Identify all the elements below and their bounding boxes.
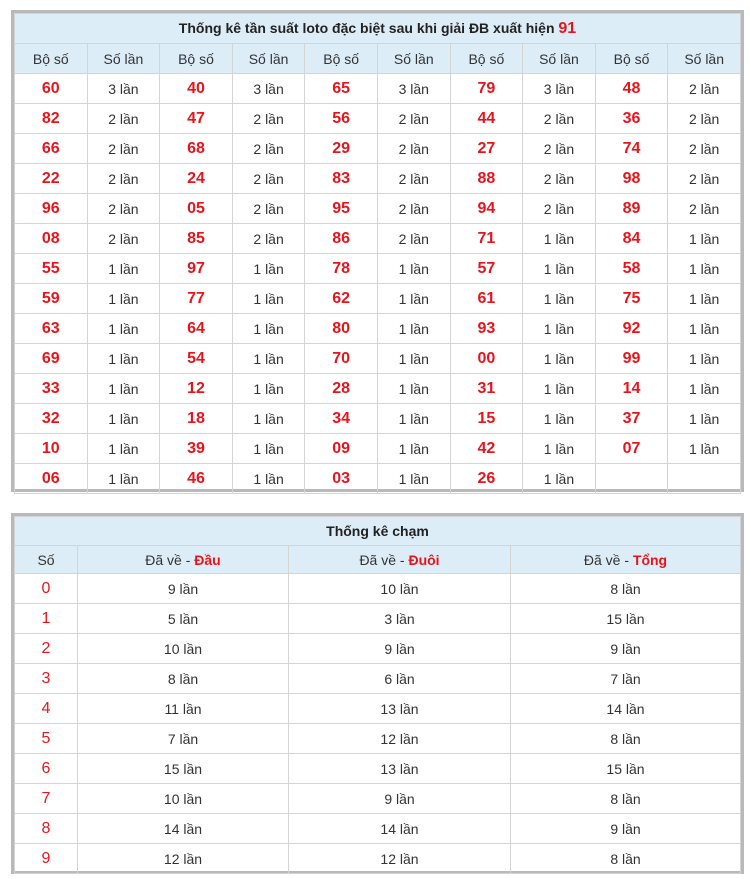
so-lan-cell: 1 lần: [523, 464, 596, 494]
so-cell: 6: [15, 754, 78, 784]
bo-so-cell: 36: [595, 104, 668, 134]
dau-cell: 10 lần: [78, 784, 289, 814]
so-lan-cell: 1 lần: [87, 464, 160, 494]
title-number: 91: [558, 19, 577, 37]
table-row: [15, 434, 741, 464]
table-row: [15, 224, 741, 254]
so-cell: 1: [15, 604, 78, 634]
bo-so-cell: 98: [595, 164, 668, 194]
bo-so-cell: 99: [595, 344, 668, 374]
cham-header-row: [15, 546, 741, 574]
so-lan-cell: 2 lần: [232, 194, 305, 224]
duoi-cell: 6 lần: [289, 664, 511, 694]
so-lan-cell: 1 lần: [232, 284, 305, 314]
bo-so-cell: 10: [15, 434, 88, 464]
so-lan-cell: 2 lần: [377, 104, 450, 134]
col-header-so-lan: Số lần: [232, 44, 305, 74]
bo-so-cell: 44: [450, 104, 523, 134]
bo-so-cell: 63: [15, 314, 88, 344]
bo-so-cell: 39: [160, 434, 233, 464]
so-cell: 3: [15, 664, 78, 694]
table-row: [15, 464, 741, 494]
table-row: [15, 664, 741, 694]
so-cell: 9: [15, 844, 78, 874]
bo-so-cell: 86: [305, 224, 378, 254]
bo-so-cell: 12: [160, 374, 233, 404]
so-lan-cell: 1 lần: [668, 374, 741, 404]
bo-so-cell: 80: [305, 314, 378, 344]
table-row: [15, 814, 741, 844]
tong-cell: 15 lần: [511, 754, 741, 784]
bo-so-cell: 78: [305, 254, 378, 284]
bo-so-cell: 24: [160, 164, 233, 194]
bo-so-cell: 57: [450, 254, 523, 284]
so-lan-cell: 1 lần: [377, 344, 450, 374]
so-lan-cell: 2 lần: [668, 164, 741, 194]
so-lan-cell: 1 lần: [668, 224, 741, 254]
so-lan-cell: 2 lần: [668, 74, 741, 104]
so-lan-cell: 2 lần: [377, 164, 450, 194]
bo-so-cell: 59: [15, 284, 88, 314]
so-lan-cell: 2 lần: [668, 134, 741, 164]
dau-cell: 15 lần: [78, 754, 289, 784]
bo-so-cell: [595, 464, 668, 494]
bo-so-cell: 32: [15, 404, 88, 434]
col-header-tong: [511, 546, 741, 574]
so-lan-cell: 1 lần: [377, 434, 450, 464]
table-row: [15, 694, 741, 724]
bo-so-cell: 08: [15, 224, 88, 254]
bo-so-cell: 95: [305, 194, 378, 224]
so-lan-cell: 1 lần: [232, 464, 305, 494]
cham-panel: [11, 513, 744, 874]
bo-so-cell: 94: [450, 194, 523, 224]
frequency-table-title: [15, 14, 741, 44]
so-lan-cell: 1 lần: [232, 404, 305, 434]
so-lan-cell: 1 lần: [668, 344, 741, 374]
bo-so-cell: 33: [15, 374, 88, 404]
table-row: [15, 284, 741, 314]
col-header-so-lan: Số lần: [523, 44, 596, 74]
so-lan-cell: 1 lần: [377, 464, 450, 494]
so-lan-cell: 2 lần: [87, 104, 160, 134]
so-lan-cell: 1 lần: [87, 434, 160, 464]
so-lan-cell: 2 lần: [377, 134, 450, 164]
col-prefix: Đã về -: [359, 551, 409, 568]
tong-cell: 9 lần: [511, 634, 741, 664]
so-lan-cell: 1 lần: [523, 284, 596, 314]
bo-so-cell: 56: [305, 104, 378, 134]
col-header-bo-so: Bộ số: [15, 44, 88, 74]
table-row: [15, 164, 741, 194]
bo-so-cell: 28: [305, 374, 378, 404]
bo-so-cell: 97: [160, 254, 233, 284]
bo-so-cell: 58: [595, 254, 668, 284]
so-lan-cell: 1 lần: [668, 404, 741, 434]
dau-cell: 8 lần: [78, 664, 289, 694]
so-lan-cell: 3 lần: [523, 74, 596, 104]
bo-so-cell: 54: [160, 344, 233, 374]
so-lan-cell: 2 lần: [87, 134, 160, 164]
so-lan-cell: 2 lần: [232, 224, 305, 254]
so-lan-cell: 2 lần: [668, 194, 741, 224]
so-lan-cell: 1 lần: [523, 254, 596, 284]
bo-so-cell: 34: [305, 404, 378, 434]
col-header-bo-so: Bộ số: [450, 44, 523, 74]
so-lan-cell: 1 lần: [668, 284, 741, 314]
so-lan-cell: 2 lần: [87, 164, 160, 194]
bo-so-cell: 71: [450, 224, 523, 254]
so-cell: 4: [15, 694, 78, 724]
col-header-bo-so: Bộ số: [305, 44, 378, 74]
so-lan-cell: 2 lần: [232, 104, 305, 134]
so-lan-cell: 2 lần: [523, 194, 596, 224]
so-cell: 8: [15, 814, 78, 844]
title-text: Thống kê tần suất loto đặc biệt sau khi giải ĐB xuất hiện: [178, 19, 555, 36]
table-row: [15, 134, 741, 164]
bo-so-cell: 27: [450, 134, 523, 164]
col-header-so-lan: Số lần: [377, 44, 450, 74]
bo-so-cell: 96: [15, 194, 88, 224]
so-cell: 5: [15, 724, 78, 754]
dau-cell: 12 lần: [78, 844, 289, 874]
table-row: [15, 724, 741, 754]
table-row: [15, 784, 741, 814]
so-lan-cell: 1 lần: [523, 344, 596, 374]
duoi-cell: 9 lần: [289, 634, 511, 664]
table-row: [15, 254, 741, 284]
bo-so-cell: 37: [595, 404, 668, 434]
bo-so-cell: 18: [160, 404, 233, 434]
so-lan-cell: 1 lần: [377, 284, 450, 314]
so-lan-cell: 2 lần: [377, 194, 450, 224]
bo-so-cell: 66: [15, 134, 88, 164]
bo-so-cell: 82: [15, 104, 88, 134]
so-lan-cell: 1 lần: [377, 404, 450, 434]
so-lan-cell: 2 lần: [668, 104, 741, 134]
bo-so-cell: 06: [15, 464, 88, 494]
col-header-so: Số: [15, 546, 78, 574]
bo-so-cell: 75: [595, 284, 668, 314]
so-lan-cell: 1 lần: [668, 434, 741, 464]
so-lan-cell: 3 lần: [232, 74, 305, 104]
bo-so-cell: 48: [595, 74, 668, 104]
duoi-cell: 3 lần: [289, 604, 511, 634]
duoi-cell: 10 lần: [289, 574, 511, 604]
bo-so-cell: 26: [450, 464, 523, 494]
so-lan-cell: 2 lần: [377, 224, 450, 254]
duoi-cell: 9 lần: [289, 784, 511, 814]
frequency-header-row: [15, 44, 741, 74]
bo-so-cell: 00: [450, 344, 523, 374]
so-lan-cell: 1 lần: [232, 344, 305, 374]
tong-cell: 8 lần: [511, 844, 741, 874]
bo-so-cell: 74: [595, 134, 668, 164]
table-row: [15, 314, 741, 344]
bo-so-cell: 62: [305, 284, 378, 314]
tong-cell: 9 lần: [511, 814, 741, 844]
col-header-dau: [78, 546, 289, 574]
bo-so-cell: 77: [160, 284, 233, 314]
table-row: [15, 344, 741, 374]
so-lan-cell: 1 lần: [232, 314, 305, 344]
bo-so-cell: 15: [450, 404, 523, 434]
dau-cell: 10 lần: [78, 634, 289, 664]
duoi-cell: 12 lần: [289, 724, 511, 754]
table-row: [15, 844, 741, 874]
frequency-panel: [11, 10, 744, 492]
bo-so-cell: 29: [305, 134, 378, 164]
bo-so-cell: 61: [450, 284, 523, 314]
bo-so-cell: 31: [450, 374, 523, 404]
frequency-table: [14, 13, 741, 494]
col-header-bo-so: Bộ số: [595, 44, 668, 74]
col-header-so-lan: Số lần: [87, 44, 160, 74]
tong-cell: 7 lần: [511, 664, 741, 694]
bo-so-cell: 22: [15, 164, 88, 194]
table-row: [15, 404, 741, 434]
bo-so-cell: 93: [450, 314, 523, 344]
bo-so-cell: 09: [305, 434, 378, 464]
so-lan-cell: 1 lần: [87, 284, 160, 314]
bo-so-cell: 84: [595, 224, 668, 254]
duoi-cell: 13 lần: [289, 754, 511, 784]
bo-so-cell: 79: [450, 74, 523, 104]
dau-cell: 9 lần: [78, 574, 289, 604]
so-cell: 7: [15, 784, 78, 814]
table-row: [15, 574, 741, 604]
so-lan-cell: 1 lần: [377, 374, 450, 404]
duoi-cell: 14 lần: [289, 814, 511, 844]
so-lan-cell: 3 lần: [87, 74, 160, 104]
so-lan-cell: 1 lần: [668, 254, 741, 284]
dau-cell: 7 lần: [78, 724, 289, 754]
so-lan-cell: 1 lần: [87, 374, 160, 404]
duoi-cell: 13 lần: [289, 694, 511, 724]
so-lan-cell: 2 lần: [87, 194, 160, 224]
tong-cell: 14 lần: [511, 694, 741, 724]
table-row: [15, 74, 741, 104]
so-lan-cell: 1 lần: [668, 314, 741, 344]
so-lan-cell: 1 lần: [87, 404, 160, 434]
so-lan-cell: 1 lần: [523, 404, 596, 434]
so-lan-cell: 1 lần: [232, 434, 305, 464]
col-prefix: Đã về -: [583, 551, 633, 568]
dau-cell: 11 lần: [78, 694, 289, 724]
col-prefix: Đã về -: [145, 551, 195, 568]
bo-so-cell: 55: [15, 254, 88, 284]
bo-so-cell: 05: [160, 194, 233, 224]
bo-so-cell: 14: [595, 374, 668, 404]
bo-so-cell: 07: [595, 434, 668, 464]
bo-so-cell: 70: [305, 344, 378, 374]
table-row: [15, 194, 741, 224]
col-header-duoi: [289, 546, 511, 574]
table-row: [15, 604, 741, 634]
duoi-cell: 12 lần: [289, 844, 511, 874]
so-lan-cell: 1 lần: [87, 254, 160, 284]
so-lan-cell: 2 lần: [523, 104, 596, 134]
cham-body: [15, 574, 741, 874]
tong-cell: 8 lần: [511, 724, 741, 754]
frequency-body: [15, 74, 741, 494]
so-lan-cell: 1 lần: [87, 314, 160, 344]
bo-so-cell: 92: [595, 314, 668, 344]
so-lan-cell: 1 lần: [523, 224, 596, 254]
col-header-so-lan: Số lần: [668, 44, 741, 74]
bo-so-cell: 68: [160, 134, 233, 164]
so-lan-cell: 1 lần: [232, 254, 305, 284]
bo-so-cell: 60: [15, 74, 88, 104]
table-row: [15, 634, 741, 664]
cham-table: [14, 516, 741, 874]
so-lan-cell: 1 lần: [523, 314, 596, 344]
dau-cell: 5 lần: [78, 604, 289, 634]
bo-so-cell: 46: [160, 464, 233, 494]
table-row: [15, 104, 741, 134]
col-label-tong: Tổng: [632, 551, 668, 568]
bo-so-cell: 64: [160, 314, 233, 344]
bo-so-cell: 89: [595, 194, 668, 224]
so-lan-cell: 1 lần: [523, 374, 596, 404]
bo-so-cell: 42: [450, 434, 523, 464]
bo-so-cell: 83: [305, 164, 378, 194]
so-cell: 2: [15, 634, 78, 664]
bo-so-cell: 85: [160, 224, 233, 254]
table-row: [15, 374, 741, 404]
tong-cell: 15 lần: [511, 604, 741, 634]
so-lan-cell: 2 lần: [523, 164, 596, 194]
so-lan-cell: 2 lần: [87, 224, 160, 254]
col-header-bo-so: Bộ số: [160, 44, 233, 74]
col-label-duoi: Đuôi: [408, 551, 440, 568]
bo-so-cell: 65: [305, 74, 378, 104]
bo-so-cell: 03: [305, 464, 378, 494]
col-label-dau: Đầu: [194, 551, 221, 568]
bo-so-cell: 69: [15, 344, 88, 374]
so-lan-cell: [668, 464, 741, 494]
so-lan-cell: 1 lần: [232, 374, 305, 404]
so-lan-cell: 3 lần: [377, 74, 450, 104]
so-lan-cell: 1 lần: [87, 344, 160, 374]
so-lan-cell: 1 lần: [523, 434, 596, 464]
so-lan-cell: 2 lần: [232, 134, 305, 164]
bo-so-cell: 40: [160, 74, 233, 104]
so-lan-cell: 2 lần: [232, 164, 305, 194]
bo-so-cell: 88: [450, 164, 523, 194]
tong-cell: 8 lần: [511, 784, 741, 814]
dau-cell: 14 lần: [78, 814, 289, 844]
table-row: [15, 754, 741, 784]
so-lan-cell: 2 lần: [523, 134, 596, 164]
so-lan-cell: 1 lần: [377, 314, 450, 344]
bo-so-cell: 47: [160, 104, 233, 134]
tong-cell: 8 lần: [511, 574, 741, 604]
cham-table-title: Thống kê chạm: [15, 517, 741, 546]
so-cell: 0: [15, 574, 78, 604]
so-lan-cell: 1 lần: [377, 254, 450, 284]
